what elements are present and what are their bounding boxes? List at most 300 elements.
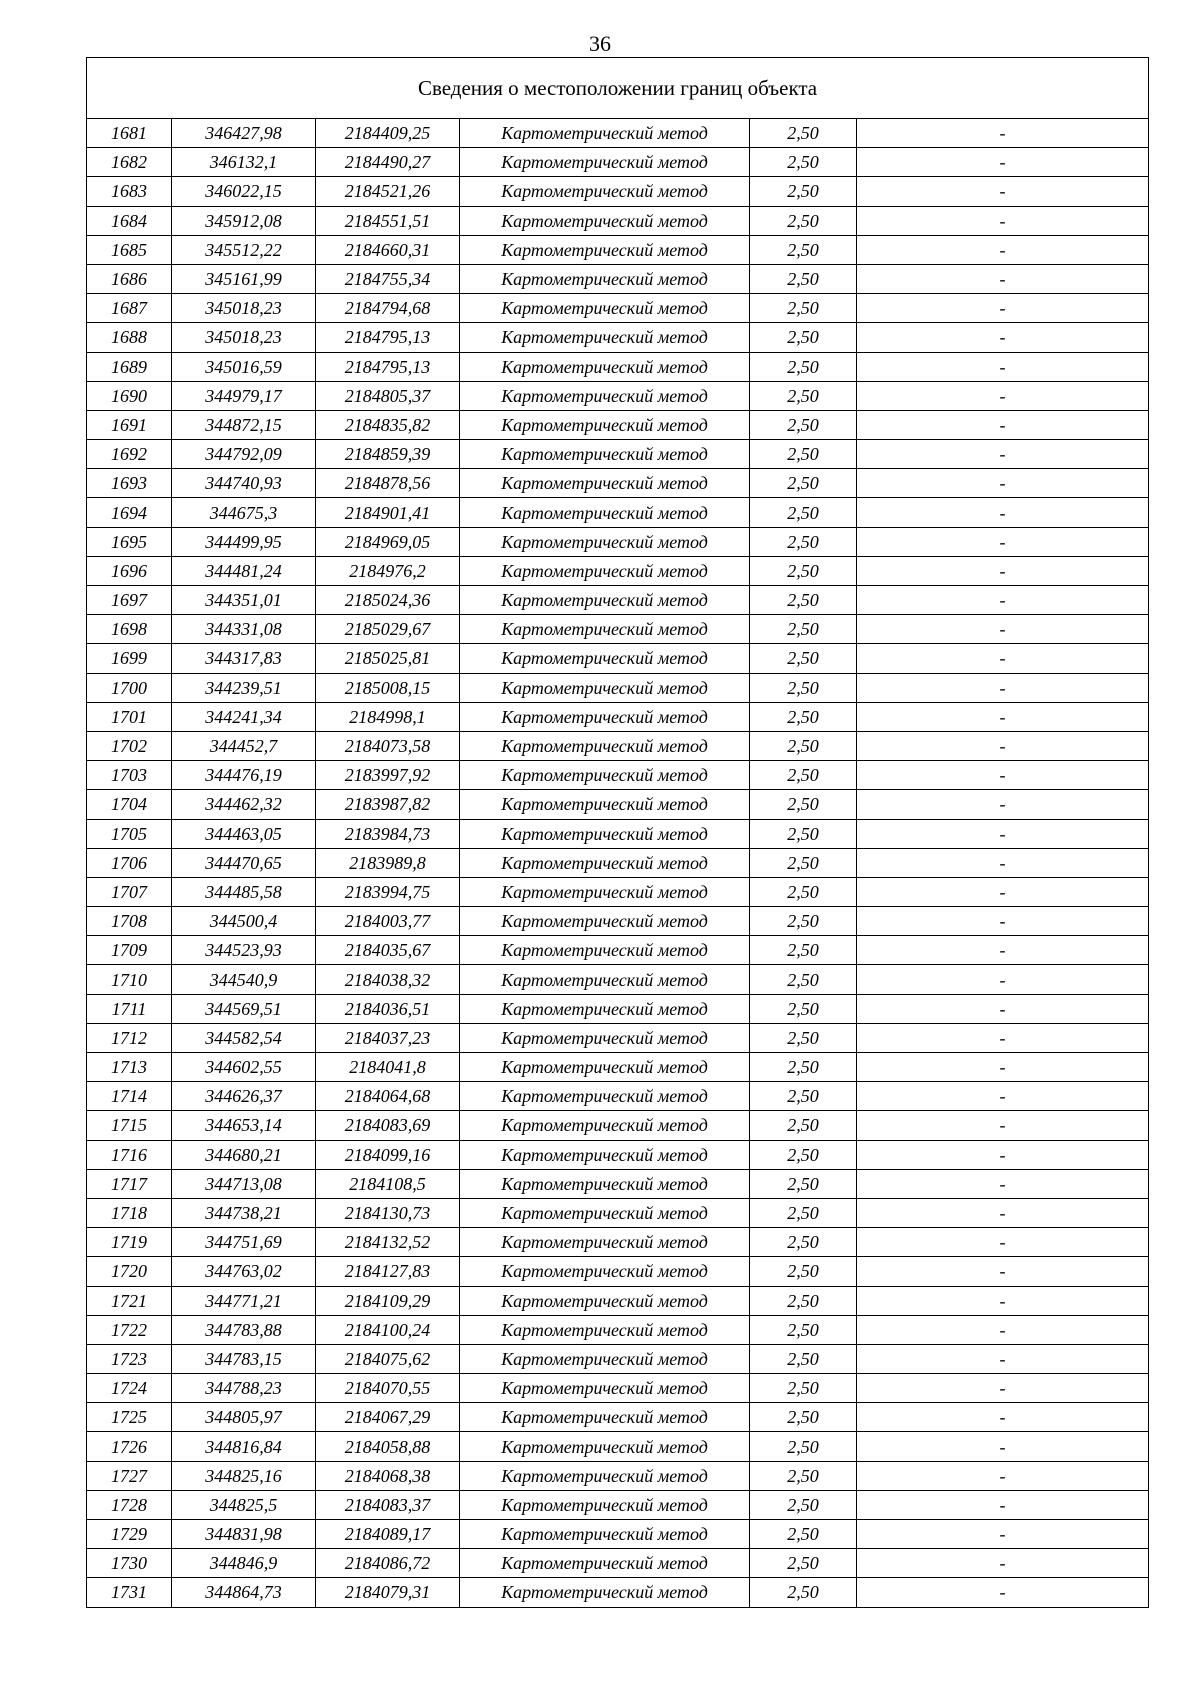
- table-row: [87, 644, 1149, 673]
- point-number-cell: 1730: [87, 1549, 172, 1578]
- x-coordinate-cell: 345512,22: [172, 235, 316, 264]
- table-row: [87, 1374, 1149, 1403]
- y-coordinate-cell: 2184038,32: [316, 965, 460, 994]
- table-row: [87, 1228, 1149, 1257]
- precision-cell: 2,50: [750, 1549, 857, 1578]
- x-coordinate-cell: 344825,5: [172, 1490, 316, 1519]
- method-cell: Картометрический метод: [460, 469, 750, 498]
- x-coordinate-cell: 344788,23: [172, 1374, 316, 1403]
- point-number-cell: 1694: [87, 498, 172, 527]
- precision-cell: 2,50: [750, 644, 857, 673]
- table-title: Сведения о местоположении границ объекта: [87, 58, 1149, 119]
- point-number-cell: 1700: [87, 673, 172, 702]
- x-coordinate-cell: 346132,1: [172, 148, 316, 177]
- point-number-cell: 1691: [87, 410, 172, 439]
- point-number-cell: 1685: [87, 235, 172, 264]
- precision-cell: 2,50: [750, 1023, 857, 1052]
- method-cell: Картометрический метод: [460, 148, 750, 177]
- method-cell: Картометрический метод: [460, 907, 750, 936]
- note-cell: -: [857, 790, 1149, 819]
- note-cell: -: [857, 1082, 1149, 1111]
- point-number-cell: 1719: [87, 1228, 172, 1257]
- precision-cell: 2,50: [750, 1053, 857, 1082]
- x-coordinate-cell: 344476,19: [172, 761, 316, 790]
- method-cell: Картометрический метод: [460, 264, 750, 293]
- table-row: [87, 1286, 1149, 1315]
- precision-cell: 2,50: [750, 323, 857, 352]
- precision-cell: 2,50: [750, 410, 857, 439]
- point-number-cell: 1729: [87, 1520, 172, 1549]
- y-coordinate-cell: 2184805,37: [316, 381, 460, 410]
- method-cell: Картометрический метод: [460, 586, 750, 615]
- method-cell: Картометрический метод: [460, 440, 750, 469]
- note-cell: -: [857, 673, 1149, 702]
- precision-cell: 2,50: [750, 1403, 857, 1432]
- note-cell: -: [857, 1344, 1149, 1373]
- note-cell: -: [857, 1520, 1149, 1549]
- method-cell: Картометрический метод: [460, 1111, 750, 1140]
- note-cell: -: [857, 410, 1149, 439]
- point-number-cell: 1682: [87, 148, 172, 177]
- table-row: [87, 994, 1149, 1023]
- precision-cell: 2,50: [750, 936, 857, 965]
- note-cell: -: [857, 761, 1149, 790]
- precision-cell: 2,50: [750, 119, 857, 148]
- y-coordinate-cell: 2184041,8: [316, 1053, 460, 1082]
- precision-cell: 2,50: [750, 148, 857, 177]
- table-row: [87, 206, 1149, 235]
- precision-cell: 2,50: [750, 1169, 857, 1198]
- method-cell: Картометрический метод: [460, 119, 750, 148]
- point-number-cell: 1722: [87, 1315, 172, 1344]
- table-row: [87, 1140, 1149, 1169]
- y-coordinate-cell: 2185024,36: [316, 586, 460, 615]
- note-cell: -: [857, 323, 1149, 352]
- x-coordinate-cell: 344463,05: [172, 819, 316, 848]
- x-coordinate-cell: 344846,9: [172, 1549, 316, 1578]
- x-coordinate-cell: 344816,84: [172, 1432, 316, 1461]
- precision-cell: 2,50: [750, 994, 857, 1023]
- method-cell: Картометрический метод: [460, 761, 750, 790]
- method-cell: Картометрический метод: [460, 498, 750, 527]
- x-coordinate-cell: 345018,23: [172, 294, 316, 323]
- x-coordinate-cell: 344485,58: [172, 877, 316, 906]
- note-cell: -: [857, 1257, 1149, 1286]
- note-cell: -: [857, 119, 1149, 148]
- y-coordinate-cell: 2184976,2: [316, 556, 460, 585]
- table-row: [87, 1461, 1149, 1490]
- precision-cell: 2,50: [750, 1578, 857, 1607]
- table-row: [87, 1344, 1149, 1373]
- note-cell: -: [857, 381, 1149, 410]
- point-number-cell: 1706: [87, 848, 172, 877]
- method-cell: Картометрический метод: [460, 673, 750, 702]
- x-coordinate-cell: 345912,08: [172, 206, 316, 235]
- note-cell: -: [857, 586, 1149, 615]
- note-cell: -: [857, 936, 1149, 965]
- y-coordinate-cell: 2184969,05: [316, 527, 460, 556]
- table-row: [87, 907, 1149, 936]
- point-number-cell: 1687: [87, 294, 172, 323]
- note-cell: -: [857, 235, 1149, 264]
- table-row: [87, 1169, 1149, 1198]
- x-coordinate-cell: 344864,73: [172, 1578, 316, 1607]
- note-cell: -: [857, 177, 1149, 206]
- method-cell: Картометрический метод: [460, 877, 750, 906]
- precision-cell: 2,50: [750, 1140, 857, 1169]
- note-cell: -: [857, 1053, 1149, 1082]
- note-cell: -: [857, 440, 1149, 469]
- table-row: [87, 1111, 1149, 1140]
- y-coordinate-cell: 2184079,31: [316, 1578, 460, 1607]
- table-row: [87, 731, 1149, 760]
- point-number-cell: 1707: [87, 877, 172, 906]
- y-coordinate-cell: 2184859,39: [316, 440, 460, 469]
- x-coordinate-cell: 344771,21: [172, 1286, 316, 1315]
- point-number-cell: 1724: [87, 1374, 172, 1403]
- y-coordinate-cell: 2183984,73: [316, 819, 460, 848]
- y-coordinate-cell: 2184035,67: [316, 936, 460, 965]
- point-number-cell: 1690: [87, 381, 172, 410]
- point-number-cell: 1713: [87, 1053, 172, 1082]
- table-row: [87, 119, 1149, 148]
- precision-cell: 2,50: [750, 1432, 857, 1461]
- point-number-cell: 1715: [87, 1111, 172, 1140]
- table-row: [87, 790, 1149, 819]
- method-cell: Картометрический метод: [460, 965, 750, 994]
- method-cell: Картометрический метод: [460, 381, 750, 410]
- table-row: [87, 235, 1149, 264]
- point-number-cell: 1703: [87, 761, 172, 790]
- point-number-cell: 1725: [87, 1403, 172, 1432]
- method-cell: Картометрический метод: [460, 702, 750, 731]
- y-coordinate-cell: 2183994,75: [316, 877, 460, 906]
- point-number-cell: 1701: [87, 702, 172, 731]
- note-cell: -: [857, 1228, 1149, 1257]
- table-row: [87, 1432, 1149, 1461]
- point-number-cell: 1731: [87, 1578, 172, 1607]
- note-cell: -: [857, 1432, 1149, 1461]
- table-row: [87, 1490, 1149, 1519]
- precision-cell: 2,50: [750, 673, 857, 702]
- point-number-cell: 1718: [87, 1198, 172, 1227]
- method-cell: Картометрический метод: [460, 1520, 750, 1549]
- method-cell: Картометрический метод: [460, 1403, 750, 1432]
- note-cell: -: [857, 264, 1149, 293]
- method-cell: Картометрический метод: [460, 1257, 750, 1286]
- point-number-cell: 1693: [87, 469, 172, 498]
- note-cell: -: [857, 907, 1149, 936]
- x-coordinate-cell: 344569,51: [172, 994, 316, 1023]
- table-row: [87, 556, 1149, 585]
- y-coordinate-cell: 2184901,41: [316, 498, 460, 527]
- y-coordinate-cell: 2184521,26: [316, 177, 460, 206]
- y-coordinate-cell: 2184108,5: [316, 1169, 460, 1198]
- point-number-cell: 1727: [87, 1461, 172, 1490]
- y-coordinate-cell: 2184130,73: [316, 1198, 460, 1227]
- x-coordinate-cell: 344241,34: [172, 702, 316, 731]
- precision-cell: 2,50: [750, 381, 857, 410]
- method-cell: Картометрический метод: [460, 790, 750, 819]
- precision-cell: 2,50: [750, 1461, 857, 1490]
- table-row: [87, 294, 1149, 323]
- point-number-cell: 1689: [87, 352, 172, 381]
- x-coordinate-cell: 344783,88: [172, 1315, 316, 1344]
- x-coordinate-cell: 344825,16: [172, 1461, 316, 1490]
- method-cell: Картометрический метод: [460, 1549, 750, 1578]
- y-coordinate-cell: 2184070,55: [316, 1374, 460, 1403]
- y-coordinate-cell: 2185029,67: [316, 615, 460, 644]
- note-cell: -: [857, 1549, 1149, 1578]
- point-number-cell: 1723: [87, 1344, 172, 1373]
- point-number-cell: 1708: [87, 907, 172, 936]
- table-row: [87, 965, 1149, 994]
- precision-cell: 2,50: [750, 556, 857, 585]
- x-coordinate-cell: 344470,65: [172, 848, 316, 877]
- method-cell: Картометрический метод: [460, 235, 750, 264]
- table-row: [87, 702, 1149, 731]
- note-cell: -: [857, 615, 1149, 644]
- precision-cell: 2,50: [750, 1082, 857, 1111]
- precision-cell: 2,50: [750, 615, 857, 644]
- note-cell: -: [857, 352, 1149, 381]
- x-coordinate-cell: 344831,98: [172, 1520, 316, 1549]
- method-cell: Картометрический метод: [460, 352, 750, 381]
- method-cell: Картометрический метод: [460, 994, 750, 1023]
- table-row: [87, 440, 1149, 469]
- y-coordinate-cell: 2184127,83: [316, 1257, 460, 1286]
- table-row: [87, 615, 1149, 644]
- x-coordinate-cell: 344351,01: [172, 586, 316, 615]
- point-number-cell: 1696: [87, 556, 172, 585]
- y-coordinate-cell: 2184068,38: [316, 1461, 460, 1490]
- x-coordinate-cell: 344540,9: [172, 965, 316, 994]
- y-coordinate-cell: 2184073,58: [316, 731, 460, 760]
- y-coordinate-cell: 2184490,27: [316, 148, 460, 177]
- point-number-cell: 1681: [87, 119, 172, 148]
- method-cell: Картометрический метод: [460, 936, 750, 965]
- x-coordinate-cell: 345016,59: [172, 352, 316, 381]
- y-coordinate-cell: 2184409,25: [316, 119, 460, 148]
- y-coordinate-cell: 2184100,24: [316, 1315, 460, 1344]
- x-coordinate-cell: 344452,7: [172, 731, 316, 760]
- precision-cell: 2,50: [750, 177, 857, 206]
- x-coordinate-cell: 344675,3: [172, 498, 316, 527]
- precision-cell: 2,50: [750, 965, 857, 994]
- y-coordinate-cell: 2184083,37: [316, 1490, 460, 1519]
- table-row: [87, 352, 1149, 381]
- x-coordinate-cell: 344979,17: [172, 381, 316, 410]
- method-cell: Картометрический метод: [460, 1344, 750, 1373]
- table-row: [87, 1082, 1149, 1111]
- y-coordinate-cell: 2184037,23: [316, 1023, 460, 1052]
- note-cell: -: [857, 1023, 1149, 1052]
- y-coordinate-cell: 2184067,29: [316, 1403, 460, 1432]
- table-row: [87, 177, 1149, 206]
- method-cell: Картометрический метод: [460, 1198, 750, 1227]
- note-cell: -: [857, 1578, 1149, 1607]
- x-coordinate-cell: 344872,15: [172, 410, 316, 439]
- note-cell: -: [857, 1403, 1149, 1432]
- table-row: [87, 1549, 1149, 1578]
- point-number-cell: 1704: [87, 790, 172, 819]
- point-number-cell: 1686: [87, 264, 172, 293]
- point-number-cell: 1717: [87, 1169, 172, 1198]
- precision-cell: 2,50: [750, 1315, 857, 1344]
- point-number-cell: 1726: [87, 1432, 172, 1461]
- table-row: [87, 1403, 1149, 1432]
- method-cell: Картометрический метод: [460, 177, 750, 206]
- note-cell: -: [857, 1111, 1149, 1140]
- table-row: [87, 936, 1149, 965]
- precision-cell: 2,50: [750, 1228, 857, 1257]
- precision-cell: 2,50: [750, 1490, 857, 1519]
- precision-cell: 2,50: [750, 702, 857, 731]
- method-cell: Картометрический метод: [460, 410, 750, 439]
- y-coordinate-cell: 2184755,34: [316, 264, 460, 293]
- precision-cell: 2,50: [750, 527, 857, 556]
- table-row: [87, 1053, 1149, 1082]
- precision-cell: 2,50: [750, 731, 857, 760]
- x-coordinate-cell: 344481,24: [172, 556, 316, 585]
- table-row: [87, 381, 1149, 410]
- x-coordinate-cell: 344626,37: [172, 1082, 316, 1111]
- point-number-cell: 1711: [87, 994, 172, 1023]
- note-cell: -: [857, 1374, 1149, 1403]
- x-coordinate-cell: 344317,83: [172, 644, 316, 673]
- point-number-cell: 1683: [87, 177, 172, 206]
- table-row: [87, 673, 1149, 702]
- note-cell: -: [857, 731, 1149, 760]
- method-cell: Картометрический метод: [460, 556, 750, 585]
- x-coordinate-cell: 344523,93: [172, 936, 316, 965]
- method-cell: Картометрический метод: [460, 731, 750, 760]
- table-row: [87, 1198, 1149, 1227]
- method-cell: Картометрический метод: [460, 848, 750, 877]
- method-cell: Картометрический метод: [460, 1286, 750, 1315]
- x-coordinate-cell: 344500,4: [172, 907, 316, 936]
- point-number-cell: 1712: [87, 1023, 172, 1052]
- note-cell: -: [857, 877, 1149, 906]
- y-coordinate-cell: 2184064,68: [316, 1082, 460, 1111]
- point-number-cell: 1714: [87, 1082, 172, 1111]
- y-coordinate-cell: 2184109,29: [316, 1286, 460, 1315]
- x-coordinate-cell: 344738,21: [172, 1198, 316, 1227]
- precision-cell: 2,50: [750, 1374, 857, 1403]
- x-coordinate-cell: 344740,93: [172, 469, 316, 498]
- y-coordinate-cell: 2183987,82: [316, 790, 460, 819]
- note-cell: -: [857, 965, 1149, 994]
- precision-cell: 2,50: [750, 877, 857, 906]
- x-coordinate-cell: 344751,69: [172, 1228, 316, 1257]
- note-cell: -: [857, 469, 1149, 498]
- table-row: [87, 498, 1149, 527]
- x-coordinate-cell: 344602,55: [172, 1053, 316, 1082]
- method-cell: Картометрический метод: [460, 644, 750, 673]
- table-row: [87, 1257, 1149, 1286]
- x-coordinate-cell: 345161,99: [172, 264, 316, 293]
- point-number-cell: 1720: [87, 1257, 172, 1286]
- y-coordinate-cell: 2183997,92: [316, 761, 460, 790]
- precision-cell: 2,50: [750, 235, 857, 264]
- method-cell: Картометрический метод: [460, 1140, 750, 1169]
- point-number-cell: 1695: [87, 527, 172, 556]
- note-cell: -: [857, 644, 1149, 673]
- precision-cell: 2,50: [750, 440, 857, 469]
- table-row: [87, 1520, 1149, 1549]
- note-cell: -: [857, 1198, 1149, 1227]
- x-coordinate-cell: 344783,15: [172, 1344, 316, 1373]
- x-coordinate-cell: 344462,32: [172, 790, 316, 819]
- method-cell: Картометрический метод: [460, 1082, 750, 1111]
- y-coordinate-cell: 2184089,17: [316, 1520, 460, 1549]
- method-cell: Картометрический метод: [460, 294, 750, 323]
- note-cell: -: [857, 294, 1149, 323]
- method-cell: Картометрический метод: [460, 1053, 750, 1082]
- y-coordinate-cell: 2184794,68: [316, 294, 460, 323]
- precision-cell: 2,50: [750, 1111, 857, 1140]
- y-coordinate-cell: 2184795,13: [316, 352, 460, 381]
- precision-cell: 2,50: [750, 790, 857, 819]
- y-coordinate-cell: 2184075,62: [316, 1344, 460, 1373]
- note-cell: -: [857, 702, 1149, 731]
- method-cell: Картометрический метод: [460, 819, 750, 848]
- precision-cell: 2,50: [750, 1286, 857, 1315]
- method-cell: Картометрический метод: [460, 1023, 750, 1052]
- table-row: [87, 1578, 1149, 1607]
- page-number: 36: [589, 31, 611, 56]
- method-cell: Картометрический метод: [460, 1374, 750, 1403]
- y-coordinate-cell: 2184660,31: [316, 235, 460, 264]
- note-cell: -: [857, 556, 1149, 585]
- y-coordinate-cell: 2184083,69: [316, 1111, 460, 1140]
- method-cell: Картометрический метод: [460, 615, 750, 644]
- method-cell: Картометрический метод: [460, 1169, 750, 1198]
- note-cell: -: [857, 1140, 1149, 1169]
- method-cell: Картометрический метод: [460, 1490, 750, 1519]
- point-number-cell: 1697: [87, 586, 172, 615]
- precision-cell: 2,50: [750, 1520, 857, 1549]
- note-cell: -: [857, 527, 1149, 556]
- method-cell: Картометрический метод: [460, 323, 750, 352]
- point-number-cell: 1692: [87, 440, 172, 469]
- y-coordinate-cell: 2184058,88: [316, 1432, 460, 1461]
- point-number-cell: 1699: [87, 644, 172, 673]
- x-coordinate-cell: 346427,98: [172, 119, 316, 148]
- point-number-cell: 1721: [87, 1286, 172, 1315]
- note-cell: -: [857, 848, 1149, 877]
- table-row: [87, 1023, 1149, 1052]
- table-row: [87, 527, 1149, 556]
- point-number-cell: 1684: [87, 206, 172, 235]
- x-coordinate-cell: 346022,15: [172, 177, 316, 206]
- boundary-coordinates-table: [86, 57, 1149, 1608]
- y-coordinate-cell: 2184878,56: [316, 469, 460, 498]
- y-coordinate-cell: 2184036,51: [316, 994, 460, 1023]
- note-cell: -: [857, 1286, 1149, 1315]
- point-number-cell: 1709: [87, 936, 172, 965]
- method-cell: Картометрический метод: [460, 1228, 750, 1257]
- precision-cell: 2,50: [750, 294, 857, 323]
- note-cell: -: [857, 994, 1149, 1023]
- precision-cell: 2,50: [750, 1257, 857, 1286]
- point-number-cell: 1698: [87, 615, 172, 644]
- y-coordinate-cell: 2184132,52: [316, 1228, 460, 1257]
- point-number-cell: 1705: [87, 819, 172, 848]
- y-coordinate-cell: 2184086,72: [316, 1549, 460, 1578]
- note-cell: -: [857, 1315, 1149, 1344]
- table-row: [87, 761, 1149, 790]
